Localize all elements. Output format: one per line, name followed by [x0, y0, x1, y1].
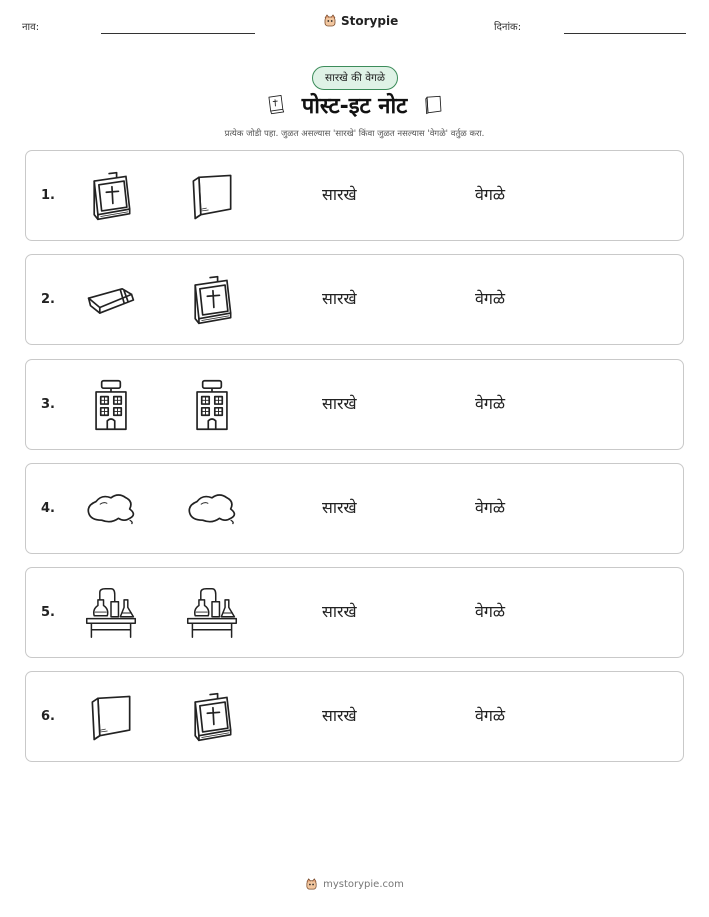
bible-icon [184, 689, 240, 745]
different-option[interactable]: वेगळे [475, 394, 506, 413]
bible-icon [184, 272, 240, 328]
left-image [83, 377, 139, 433]
same-option[interactable]: सारखे [322, 185, 357, 204]
right-image [184, 272, 240, 328]
left-image [83, 481, 139, 537]
category-badge: सारखे की वेगळे [312, 66, 398, 90]
right-image [184, 585, 240, 641]
question-card [25, 254, 684, 345]
storypie-mascot-icon [323, 14, 337, 28]
puddle-icon [184, 481, 240, 537]
name-line[interactable] [101, 33, 255, 34]
question-number: 1. [41, 188, 55, 203]
left-image [83, 689, 139, 745]
same-option[interactable]: सारखे [322, 706, 357, 725]
lab-table-icon [184, 585, 240, 641]
date-line[interactable] [564, 33, 686, 34]
bible-icon [262, 92, 288, 118]
right-image [184, 481, 240, 537]
different-option[interactable]: वेगळे [475, 498, 506, 517]
sticky-note-icon [421, 92, 447, 118]
footer [0, 878, 709, 891]
question-card [25, 567, 684, 658]
brand-name: Storypie [341, 14, 399, 28]
question-card [25, 671, 684, 762]
left-image [83, 168, 139, 224]
sticky-note-icon [184, 168, 240, 224]
same-option[interactable]: सारखे [322, 394, 357, 413]
question-number: 5. [41, 605, 55, 620]
left-image [83, 585, 139, 641]
question-number: 4. [41, 501, 55, 516]
same-option[interactable]: सारखे [322, 602, 357, 621]
puddle-icon [83, 481, 139, 537]
right-image [184, 689, 240, 745]
name-label: नाव: [22, 22, 40, 33]
question-number: 6. [41, 709, 55, 724]
same-option[interactable]: सारखे [322, 289, 357, 308]
date-label: दिनांक: [494, 22, 522, 33]
question-card [25, 463, 684, 554]
title-row [0, 90, 709, 120]
eraser-icon [83, 272, 139, 328]
left-image [83, 272, 139, 328]
question-card [25, 359, 684, 450]
same-option[interactable]: सारखे [322, 498, 357, 517]
footer-site[interactable]: mystorypie.com [323, 879, 404, 890]
right-image [184, 168, 240, 224]
bible-icon [83, 168, 139, 224]
right-image [184, 377, 240, 433]
different-option[interactable]: वेगळे [475, 602, 506, 621]
building-icon [83, 377, 139, 433]
question-number: 3. [41, 397, 55, 412]
instructions: प्रत्येक जोडी पहा. जुळत असल्यास 'सारखे' किंवा जुळत नसल्यास 'वेगळे' वर्तुळ करा. [224, 129, 485, 139]
question-number: 2. [41, 292, 55, 307]
different-option[interactable]: वेगळे [475, 185, 506, 204]
question-card [25, 150, 684, 241]
lab-table-icon [83, 585, 139, 641]
building-icon [184, 377, 240, 433]
sticky-note-icon [83, 689, 139, 745]
brand-logo [323, 14, 398, 28]
page-title: पोस्ट-इट नोट [301, 94, 408, 119]
different-option[interactable]: वेगळे [475, 289, 506, 308]
different-option[interactable]: वेगळे [475, 706, 506, 725]
storypie-mascot-icon [305, 878, 318, 891]
